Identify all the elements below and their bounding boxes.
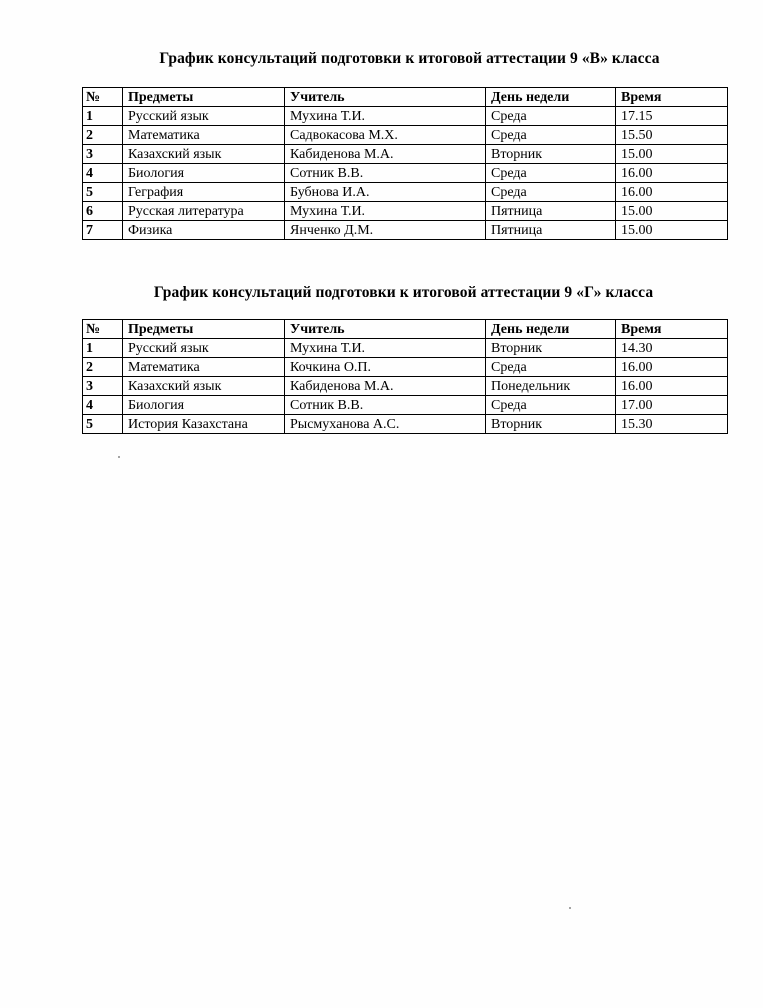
cell-teacher: Сотник В.В. bbox=[285, 164, 486, 183]
cell-weekday: Пятница bbox=[486, 221, 616, 240]
table-header-row bbox=[83, 88, 728, 107]
cell-subject: История Казахстана bbox=[123, 415, 285, 434]
cell-number: 1 bbox=[83, 107, 123, 126]
schedule-table-9v bbox=[82, 87, 728, 240]
table-row bbox=[83, 221, 728, 240]
cell-teacher: Рысмуханова А.С. bbox=[285, 415, 486, 434]
cell-teacher: Садвокасова М.Х. bbox=[285, 126, 486, 145]
cell-subject: Геграфия bbox=[123, 183, 285, 202]
cell-subject: Математика bbox=[123, 126, 285, 145]
header-subject: Предметы bbox=[123, 320, 285, 339]
cell-weekday: Среда bbox=[486, 396, 616, 415]
cell-weekday: Среда bbox=[486, 126, 616, 145]
cell-subject: Биология bbox=[123, 396, 285, 415]
table-row bbox=[83, 202, 728, 221]
cell-time: 15.00 bbox=[616, 221, 728, 240]
table-row bbox=[83, 107, 728, 126]
schedule-title-9v: График консультаций подготовки к итоговой аттестации 9 «В» класса bbox=[159, 50, 660, 67]
header-subject: Предметы bbox=[123, 88, 285, 107]
cell-number: 7 bbox=[83, 221, 123, 240]
cell-teacher: Мухина Т.И. bbox=[285, 107, 486, 126]
cell-teacher: Янченко Д.М. bbox=[285, 221, 486, 240]
cell-weekday: Среда bbox=[486, 164, 616, 183]
cell-subject: Биология bbox=[123, 164, 285, 183]
header-weekday: День недели bbox=[486, 88, 616, 107]
cell-weekday: Среда bbox=[486, 183, 616, 202]
cell-number: 2 bbox=[83, 126, 123, 145]
cell-teacher: Бубнова И.А. bbox=[285, 183, 486, 202]
schedule-title-9g: График консультаций подготовки к итоговой аттестации 9 «Г» класса bbox=[153, 284, 654, 301]
scan-speck bbox=[569, 907, 571, 909]
table-row bbox=[83, 164, 728, 183]
table-row bbox=[83, 183, 728, 202]
cell-subject: Казахский язык bbox=[123, 145, 285, 164]
cell-teacher: Мухина Т.И. bbox=[285, 339, 486, 358]
cell-number: 3 bbox=[83, 377, 123, 396]
table-header-row bbox=[83, 320, 728, 339]
cell-time: 16.00 bbox=[616, 164, 728, 183]
table-row bbox=[83, 145, 728, 164]
cell-number: 2 bbox=[83, 358, 123, 377]
cell-time: 15.50 bbox=[616, 126, 728, 145]
cell-teacher: Сотник В.В. bbox=[285, 396, 486, 415]
cell-subject: Русский язык bbox=[123, 107, 285, 126]
cell-time: 16.00 bbox=[616, 183, 728, 202]
cell-time: 15.30 bbox=[616, 415, 728, 434]
cell-teacher: Мухина Т.И. bbox=[285, 202, 486, 221]
scan-speck bbox=[118, 456, 120, 458]
header-weekday: День недели bbox=[486, 320, 616, 339]
cell-number: 4 bbox=[83, 164, 123, 183]
table-row bbox=[83, 339, 728, 358]
cell-time: 14.30 bbox=[616, 339, 728, 358]
table-row bbox=[83, 126, 728, 145]
cell-time: 16.00 bbox=[616, 377, 728, 396]
cell-time: 15.00 bbox=[616, 145, 728, 164]
cell-number: 6 bbox=[83, 202, 123, 221]
cell-number: 4 bbox=[83, 396, 123, 415]
cell-weekday: Среда bbox=[486, 107, 616, 126]
header-teacher: Учитель bbox=[285, 88, 486, 107]
cell-subject: Русская литература bbox=[123, 202, 285, 221]
cell-number: 5 bbox=[83, 183, 123, 202]
cell-weekday: Понедельник bbox=[486, 377, 616, 396]
cell-time: 16.00 bbox=[616, 358, 728, 377]
cell-weekday: Вторник bbox=[486, 339, 616, 358]
table-row bbox=[83, 377, 728, 396]
cell-number: 5 bbox=[83, 415, 123, 434]
table-row bbox=[83, 358, 728, 377]
cell-number: 3 bbox=[83, 145, 123, 164]
header-teacher: Учитель bbox=[285, 320, 486, 339]
cell-teacher: Кабиденова М.А. bbox=[285, 377, 486, 396]
cell-weekday: Среда bbox=[486, 358, 616, 377]
cell-weekday: Вторник bbox=[486, 145, 616, 164]
cell-weekday: Вторник bbox=[486, 415, 616, 434]
header-time: Время bbox=[616, 88, 728, 107]
cell-time: 17.15 bbox=[616, 107, 728, 126]
schedule-table-9g bbox=[82, 319, 728, 434]
cell-subject: Казахский язык bbox=[123, 377, 285, 396]
cell-teacher: Кабиденова М.А. bbox=[285, 145, 486, 164]
cell-subject: Русский язык bbox=[123, 339, 285, 358]
cell-weekday: Пятница bbox=[486, 202, 616, 221]
header-number: № bbox=[83, 88, 123, 107]
header-time: Время bbox=[616, 320, 728, 339]
cell-subject: Математика bbox=[123, 358, 285, 377]
cell-teacher: Кочкина О.П. bbox=[285, 358, 486, 377]
cell-time: 17.00 bbox=[616, 396, 728, 415]
cell-subject: Физика bbox=[123, 221, 285, 240]
table-row bbox=[83, 415, 728, 434]
cell-number: 1 bbox=[83, 339, 123, 358]
table-row bbox=[83, 396, 728, 415]
cell-time: 15.00 bbox=[616, 202, 728, 221]
header-number: № bbox=[83, 320, 123, 339]
